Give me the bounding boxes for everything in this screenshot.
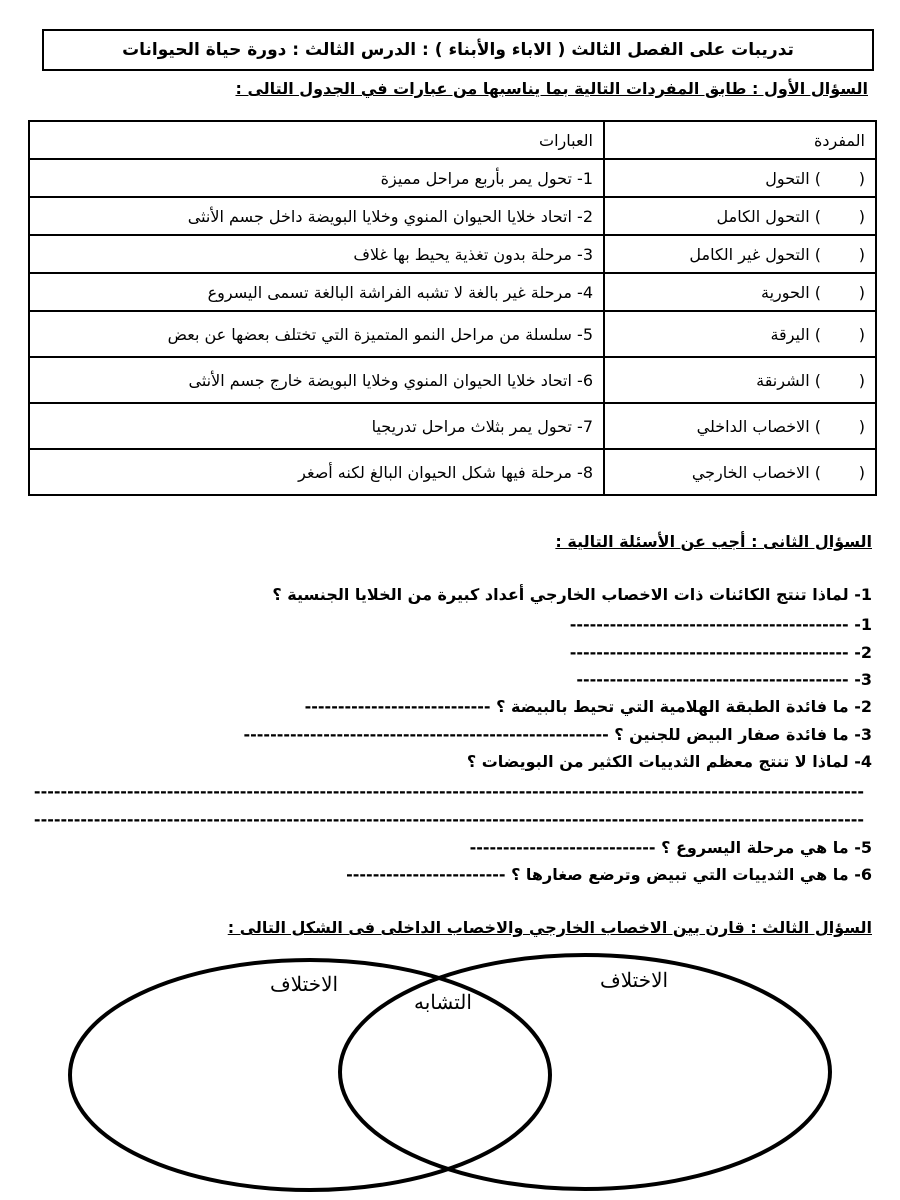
statement-cell: 2- اتحاد خلايا الحيوان المنوي وخلايا البويضة داخل جسم الأنثى	[29, 197, 604, 235]
header-term: المفردة	[604, 121, 876, 159]
venn-right-label: الاختلاف	[600, 968, 669, 992]
venn-left-label: الاختلاف	[270, 972, 339, 996]
statement-cell: 4- مرحلة غير بالغة لا تشبه الفراشة البالغة تسمى اليسروع	[29, 273, 604, 311]
answer-line[interactable]: 1- ------------------------------------------	[569, 615, 872, 634]
question-3-heading: السؤال الثالث : قارن بين الاخصاب الخارجي والاخصاب الداخلى فى الشكل التالى :	[227, 918, 872, 937]
term-cell[interactable]: () الاخصاب الخارجي	[604, 449, 876, 495]
table-row	[29, 159, 876, 197]
term-cell[interactable]: () الشرنقة	[604, 357, 876, 403]
venn-diagram	[0, 940, 900, 1200]
statement-cell: 1- تحول يمر بأربع مراحل مميزة	[29, 159, 604, 197]
question-item[interactable]: 6- ما هي الثدييات التي تبيض وترضع صغارها ؟ ------------------------	[346, 865, 872, 884]
header-statements: العبارات	[29, 121, 604, 159]
question-item[interactable]: 2- ما فائدة الطبقة الهلامية التي تحيط بالبيضة ؟ ----------------------------	[304, 697, 872, 716]
table-header-row	[29, 121, 876, 159]
matching-table	[28, 120, 877, 496]
table-row	[29, 449, 876, 495]
answer-line[interactable]: 3- -----------------------------------------	[576, 670, 872, 689]
question-item[interactable]: 3- ما فائدة صفار البيض للجنين ؟ -------------------------------------------------------	[243, 725, 872, 744]
term-cell[interactable]: () التحول	[604, 159, 876, 197]
table-row	[29, 357, 876, 403]
statement-cell: 8- مرحلة فيها شكل الحيوان البالغ لكنه أصغر	[29, 449, 604, 495]
answer-line[interactable]: 2- ------------------------------------------	[569, 643, 872, 662]
statement-cell: 6- اتحاد خلايا الحيوان المنوي وخلايا البويضة خارج جسم الأنثى	[29, 357, 604, 403]
question-1-heading: السؤال الأول : طابق المفردات التالية بما يناسبها من عبارات في الجدول التالى :	[235, 79, 868, 98]
question-2-heading: السؤال الثانى : أجب عن الأسئلة التالية :	[555, 532, 872, 551]
term-cell[interactable]: () التحول غير الكامل	[604, 235, 876, 273]
term-cell[interactable]: () التحول الكامل	[604, 197, 876, 235]
answer-line[interactable]: -----------------------------------------------------------------------------------------------------------------------------	[33, 810, 864, 829]
venn-middle-label: التشابه	[414, 990, 472, 1014]
table-row	[29, 197, 876, 235]
table-row	[29, 273, 876, 311]
table-row	[29, 311, 876, 357]
question-item: 4- لماذا لا تنتج معظم الثدييات الكثير من البويضات ؟	[466, 752, 872, 771]
title-box	[42, 29, 874, 71]
term-cell[interactable]: () الاخصاب الداخلي	[604, 403, 876, 449]
term-cell[interactable]: () الحورية	[604, 273, 876, 311]
table-row	[29, 403, 876, 449]
worksheet-title: تدريبات على الفصل الثالث ( الاباء والأبناء ) : الدرس الثالث : دورة حياة الحيوانات	[122, 40, 794, 60]
answer-line[interactable]: -----------------------------------------------------------------------------------------------------------------------------	[33, 782, 864, 801]
statement-cell: 3- مرحلة بدون تغذية يحيط بها غلاف	[29, 235, 604, 273]
question-item: 1- لماذا تنتج الكائنات ذات الاخصاب الخارجي أعداد كبيرة من الخلايا الجنسية ؟	[272, 585, 872, 604]
term-cell[interactable]: () اليرقة	[604, 311, 876, 357]
statement-cell: 5- سلسلة من مراحل النمو المتميزة التي تختلف بعضها عن بعض	[29, 311, 604, 357]
statement-cell: 7- تحول يمر بثلاث مراحل تدريجيا	[29, 403, 604, 449]
question-item[interactable]: 5- ما هي مرحلة اليسروع ؟ ----------------------------	[469, 838, 872, 857]
table-row	[29, 235, 876, 273]
